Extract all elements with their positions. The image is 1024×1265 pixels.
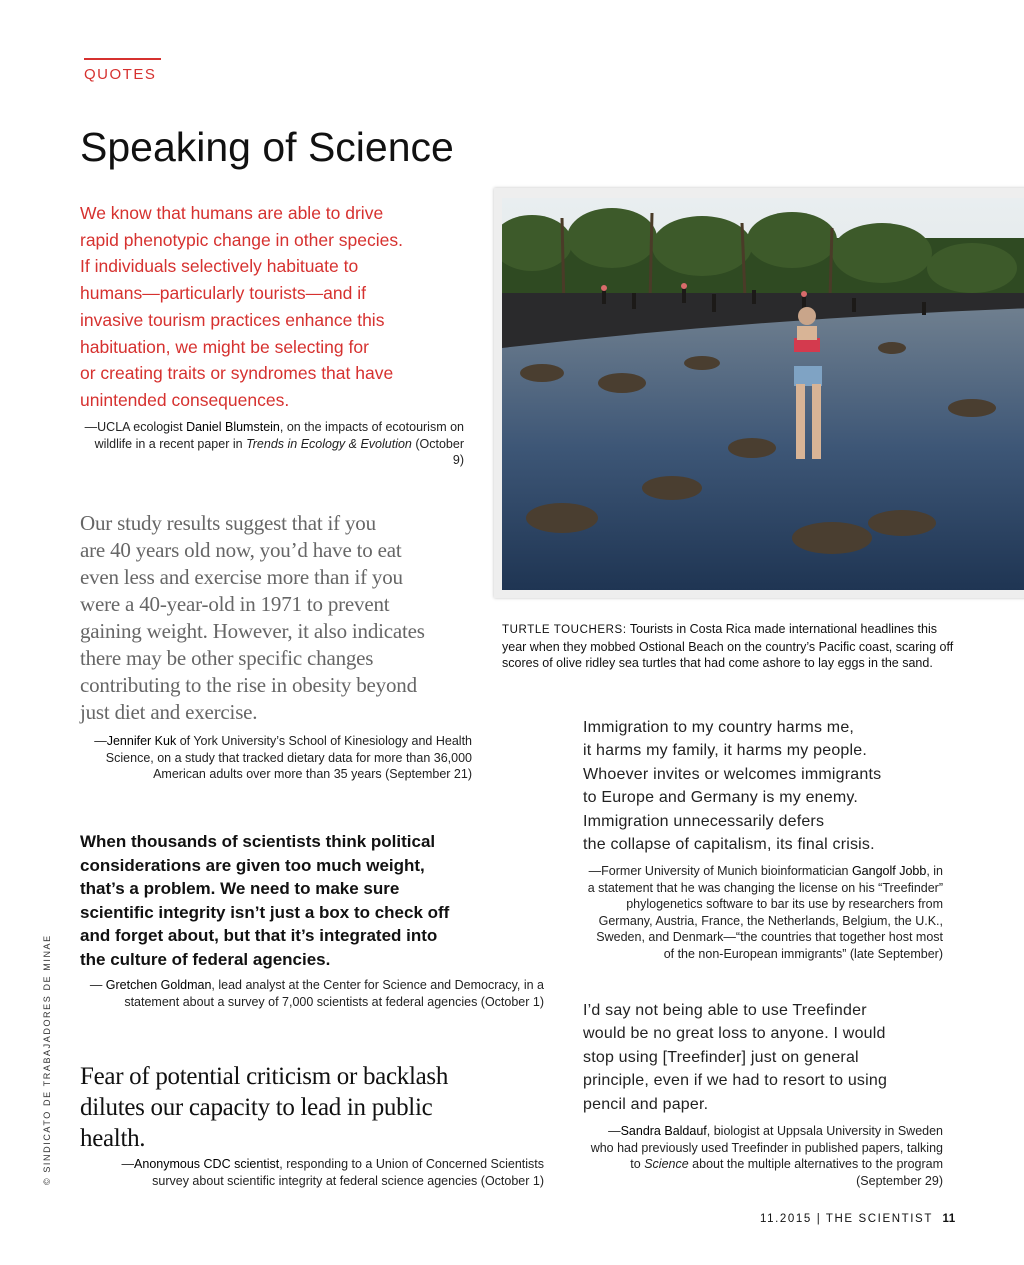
quote-line: there may be other specific changes — [80, 646, 374, 670]
quote-line: Immigration unnecessarily defers — [583, 812, 825, 830]
quote-line: would be no great loss to anyone. I would — [583, 1025, 886, 1043]
quote-line: scientific integrity isn’t just a box to check off — [80, 902, 450, 922]
quote-line: Our study results suggest that if you — [80, 511, 376, 535]
section-rule — [84, 58, 161, 60]
quote-line: considerations are given too much weight, — [80, 855, 425, 875]
caption-label: TURTLE TOUCHERS: — [502, 624, 627, 636]
section-label: QUOTES — [84, 66, 157, 83]
quote-line: that’s a problem. We need to make sure — [80, 879, 400, 898]
quote-line: humans—particularly tourists—and if — [80, 283, 366, 304]
quote-line: pencil and paper. — [583, 1095, 709, 1113]
quote-line: We know that humans are able to drive — [80, 203, 384, 223]
quote-line: it harms my family, it harms my people. — [583, 742, 868, 760]
quote-line: principle, even if we had to resort to using — [583, 1072, 888, 1090]
attribution-name: Sandra Baldauf — [620, 1124, 707, 1138]
quote-line: even less and exercise more than if you — [80, 565, 403, 589]
quote-line: the culture of federal agencies. — [80, 949, 331, 969]
attribution-name: Jennifer Kuk — [106, 734, 177, 748]
quote-line: Fear of potential criticism or backlash — [80, 1063, 449, 1090]
quote-line: are 40 years old now, you’d have to eat — [80, 538, 402, 562]
quote-line: just diet and exercise. — [80, 700, 258, 724]
quote-baldauf — [583, 999, 963, 1116]
attribution-name: Gangolf Jobb — [851, 864, 927, 878]
quote-line: were a 40-year-old in 1971 to prevent — [80, 592, 390, 616]
attribution-name: Gretchen Goldman — [105, 978, 212, 992]
quote-line: Immigration to my country harms me, — [583, 719, 855, 736]
quote-goldman — [80, 830, 520, 971]
attribution-jobb: —Former University of Munich bioinformatician Gangolf Jobb, in a statement that he was changing the license on his “Treefinder” phylogenetics software to bar its use by researchers from Germany, Austria, France, the Netherlands, Belgium, the U.K., Sweden, and Denmark—“the countries that together host most of the non-European immigrants” (late September) — [587, 864, 943, 961]
attribution-cdc: —Anonymous CDC scientist, responding to a Union of Concerned Scientists survey about scientific integrity at federal science agencies (October 1) — [121, 1157, 544, 1188]
quote-line: invasive tourism practices enhance this — [80, 309, 385, 330]
quote-kuk — [80, 510, 480, 726]
attribution-blumstein: —UCLA ecologist Daniel Blumstein, on the impacts of ecotourism on wildlife in a recent paper in Trends in Ecology & Evolution (October 9) — [84, 420, 464, 467]
quote-line: or creating traits or syndromes that have — [80, 363, 394, 384]
quote-line: and forget about, but that it’s integrated into — [80, 926, 438, 945]
quote-line: gaining weight. However, it also indicates — [80, 619, 425, 643]
photo-credit: © SINDICATO DE TRABAJADORES DE MINAE — [42, 934, 52, 1185]
footer-issue: 11.2015 | THE SCIENTIST — [760, 1213, 933, 1225]
attribution-goldman: — Gretchen Goldman, lead analyst at the Center for Science and Democracy, in a statement about a survey of 7,000 scientists at federal agencies (October 1) — [89, 978, 544, 1009]
quote-line: stop using [Treefinder] just on general — [583, 1048, 859, 1066]
quote-blumstein — [80, 200, 480, 414]
quote-line: health. — [80, 1125, 146, 1152]
attribution-name: Anonymous CDC scientist — [134, 1157, 280, 1171]
quote-line: dilutes our capacity to lead in public — [80, 1094, 433, 1121]
quote-line: I’d say not being able to use Treefinder — [583, 1002, 867, 1019]
attribution-name: Daniel Blumstein — [186, 420, 280, 434]
quote-line: Whoever invites or welcomes immigrants — [583, 765, 882, 783]
photo-caption — [502, 621, 962, 672]
quote-cdc — [80, 1061, 510, 1154]
turtle-beach-photo — [494, 188, 1024, 598]
quote-line: habituation, we might be selecting for — [80, 336, 369, 357]
quote-line: to Europe and Germany is my enemy. — [583, 789, 859, 807]
page-number: 11 — [942, 1213, 956, 1225]
photo-illustration — [502, 198, 1024, 590]
quote-line: the collapse of capitalism, its final crisis. — [583, 836, 875, 854]
quote-line: If individuals selectively habituate to — [80, 256, 359, 277]
quote-line: rapid phenotypic change in other species. — [80, 229, 403, 250]
quote-line: unintended consequences. — [80, 389, 290, 410]
attribution-kuk: —Jennifer Kuk of York University’s School of Kinesiology and Health Science, on a study that tracked dietary data for more than 36,000 American adults over more than 35 years (September 21) — [94, 734, 472, 781]
attribution-baldauf: —Sandra Baldauf, biologist at Uppsala University in Sweden who had previously used Treefinder in published papers, talking to Science about the multiple alternatives to the program (September 29) — [590, 1124, 943, 1188]
quote-line: contributing to the rise in obesity beyond — [80, 673, 417, 697]
page-title: Speaking of Science — [80, 124, 454, 170]
quote-line: When thousands of scientists think political — [80, 832, 436, 851]
caption-text: Tourists in Costa Rica made international headlines this year when they mobbed Ostional Beach on the country’s Pacific coast, scaring off scores of olive ridley sea turtles that had come ashore to lay eggs in the sand. — [502, 622, 954, 670]
page-footer — [760, 1213, 956, 1225]
quote-jobb — [583, 716, 963, 856]
